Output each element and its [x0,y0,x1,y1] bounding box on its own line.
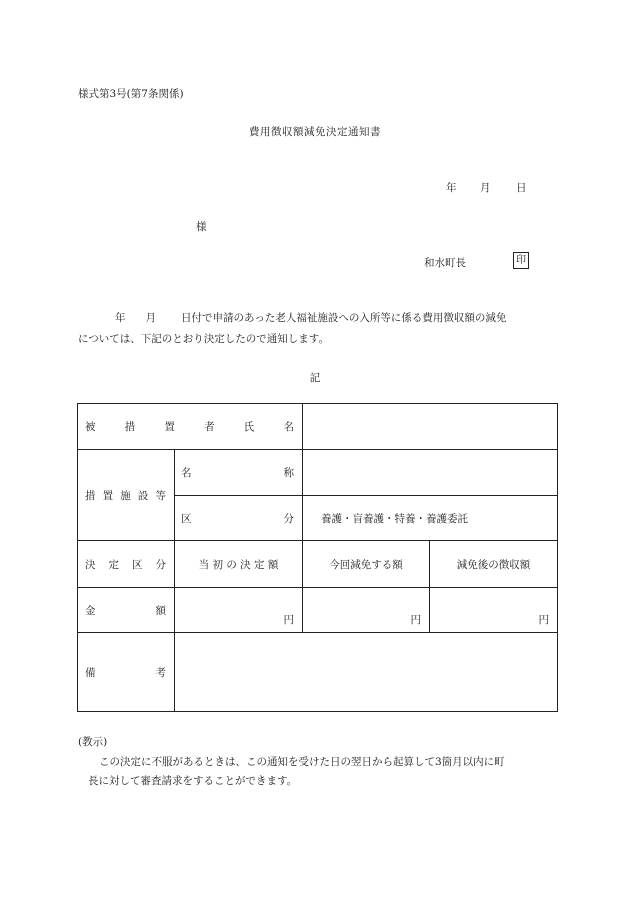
col-after-amount: 減免後の徴収額 [430,541,558,588]
remarks-label: 備 考 [78,633,175,712]
after-amount-value[interactable] [430,588,558,633]
instruction-line2: 長に対して審査請求をすることができます。 [88,775,298,787]
person-name-label: 被 措 置 者 氏 名 [78,404,303,450]
row-facility-name [78,450,558,496]
row-amount [78,588,558,633]
ki-heading: 記 [309,372,321,384]
instruction-heading: (教示) [78,736,108,748]
body-month-label: 月 [145,312,156,324]
document-title: 費用徴収額減免決定通知書 [249,126,381,138]
body-year-label: 年 [115,312,126,324]
reduction-amount-value[interactable] [303,588,430,633]
yen-unit: 円 [283,614,294,626]
instruction-line1: この決定に不服があるときは、この通知を受けた日の翌日から起算して3箇月以内に町 [99,756,505,768]
initial-amount-value[interactable] [175,588,303,633]
date-month-label: 月 [480,182,491,194]
amount-label: 金 額 [78,588,175,633]
facility-label: 措 置 施 設 等 [78,450,175,541]
row-remarks [78,633,558,712]
issuer-name: 和水町長 [424,257,466,269]
date-year-label: 年 [446,182,457,194]
body-text-line1 [78,310,506,325]
person-name-value[interactable] [303,404,558,450]
form-number: 様式第3号(第7条関係) [78,88,184,100]
date-day-label: 日 [516,182,527,194]
facility-category-label: 区 分 [175,496,303,541]
remarks-value[interactable] [175,633,558,712]
yen-unit: 円 [538,614,549,626]
facility-category-value[interactable]: 養護・盲養護・特養・養護委託 [303,496,558,541]
body-text-line2: については、下記のとおり決定したので通知します。 [78,333,329,345]
col-reduction-amount: 今回減免する額 [303,541,430,588]
row-decision-header [78,541,558,588]
decision-label: 決 定 区 分 [78,541,175,588]
row-person-name [78,404,558,450]
addressee-honorific: 様 [196,221,207,233]
yen-unit: 円 [410,614,421,626]
seal-mark: 印 [513,252,529,269]
facility-name-value[interactable] [303,450,558,496]
body-text: 日付で申請のあった老人福祉施設への入所等に係る費用徴収額の減免 [181,312,507,324]
col-initial-amount: 当 初 の 決 定 額 [175,541,303,588]
facility-name-label: 名 称 [175,450,303,496]
reduction-table [77,403,558,712]
